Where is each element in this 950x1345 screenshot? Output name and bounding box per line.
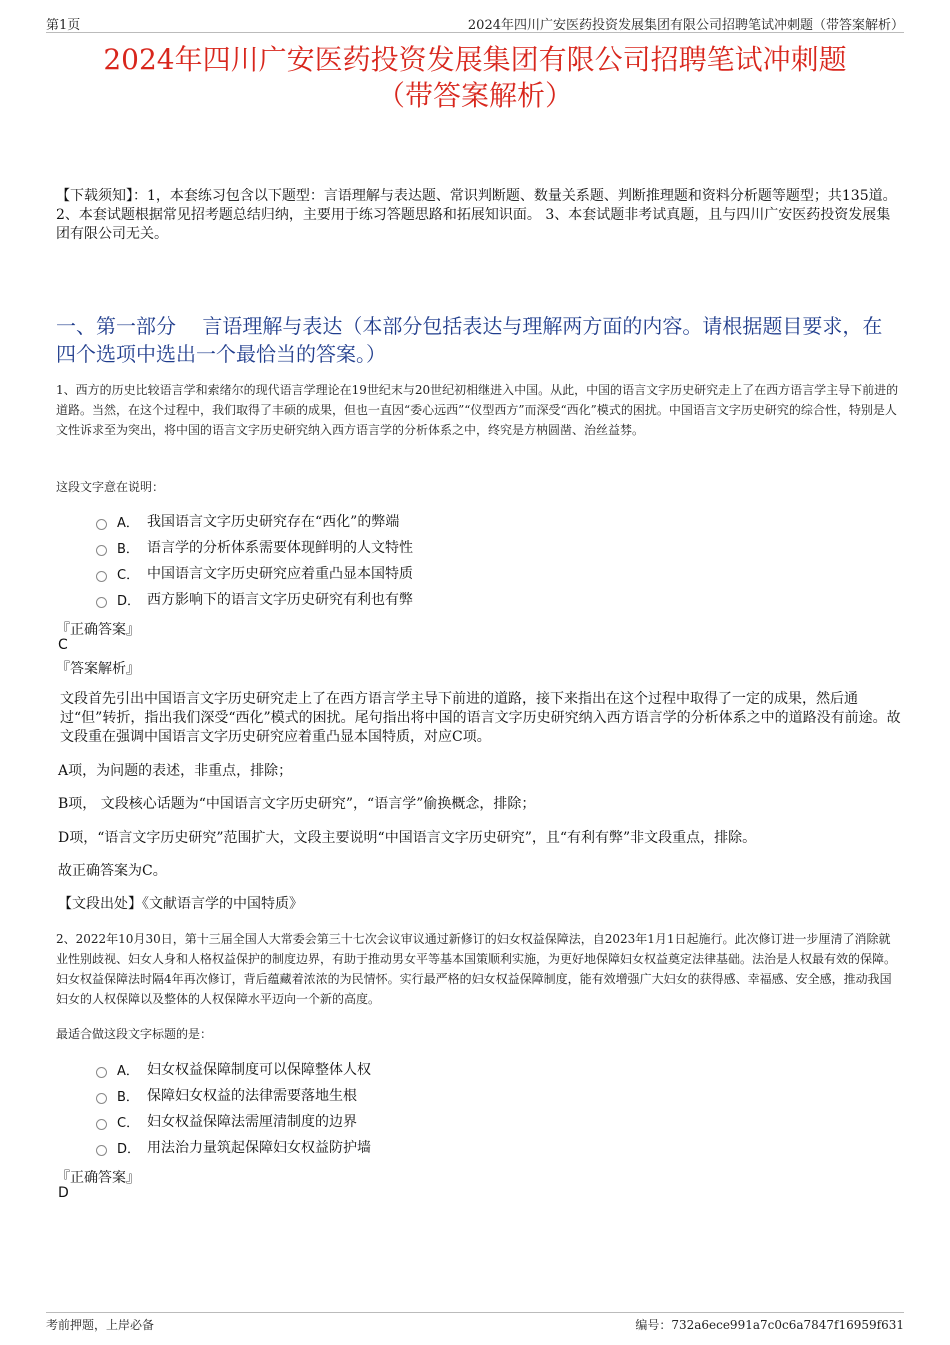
option-key: D．	[117, 1141, 141, 1157]
radio-icon[interactable]	[96, 1119, 107, 1130]
question-1-prompt: 这段文字意在说明：	[56, 480, 165, 494]
option-text: 保障妇女权益的法律需要落地生根	[147, 1088, 357, 1104]
answer-value: C	[58, 637, 68, 653]
analysis-note-d: D项，“语言文字历史研究”范围扩大，文段主要说明“中国语言文字历史研究”，且“有利有弊”非文段重点，排除。	[58, 830, 757, 846]
document-title	[30, 42, 920, 114]
option-c[interactable]	[96, 560, 413, 586]
option-text: 中国语言文字历史研究应着重凸显本国特质	[147, 566, 413, 582]
option-key: C．	[117, 1115, 140, 1131]
option-d[interactable]	[96, 1134, 371, 1160]
option-b[interactable]	[96, 534, 413, 560]
analysis-label: 『答案解析』	[56, 661, 140, 677]
analysis-text: 文段首先引出中国语言文字历史研究走上了在西方语言学主导下前进的道路，接下来指出在这个过程中取得了一定的成果，然后通过“但”转折，指出我们深受“西化”模式的困扰。尾句指出将中国的语言文字历史研究纳入西方语言学的分析体系之中的道路没有前途。故文段重在强调中国语言文字历史研究应着重凸显本国特质，对应C项。	[60, 691, 901, 745]
option-key: D．	[117, 593, 141, 609]
answer-label: 『正确答案』	[56, 622, 140, 638]
answer-label: 『正确答案』	[56, 1170, 140, 1186]
footer-slogan: 考前押题，上岸必备	[46, 1318, 155, 1332]
option-c[interactable]	[96, 1108, 371, 1134]
passage-source: 【文段出处】《文献语言学的中国特质》	[58, 896, 303, 912]
question-2-options	[96, 1056, 371, 1160]
radio-icon[interactable]	[96, 1067, 107, 1078]
title-line-1: 2024年四川广安医药投资发展集团有限公司招聘笔试冲刺题	[103, 43, 847, 76]
analysis-note-a: A项，为问题的表述，非重点，排除；	[58, 763, 293, 779]
analysis-conclusion: 故正确答案为C。	[58, 863, 167, 879]
option-key: B．	[117, 1089, 139, 1105]
page-footer	[46, 1312, 904, 1333]
option-a[interactable]	[96, 1056, 371, 1082]
analysis-note-b: B项， 文段核心话题为“中国语言文字历史研究”，“语言学”偷换概念，排除；	[58, 796, 536, 812]
option-d[interactable]	[96, 586, 413, 612]
title-line-2: （带答案解析）	[376, 79, 573, 112]
option-key: A．	[117, 515, 139, 531]
option-text: 我国语言文字历史研究存在“西化”的弊端	[147, 514, 400, 530]
radio-icon[interactable]	[96, 1145, 107, 1156]
question-2-stem: 2、2022年10月30日，第十三届全国人大常委会第三十七次会议审议通过新修订的妇女权益保障法，自2023年1月1日起施行。此次修订进一步厘清了消除就业性别歧视、妇女人身和人格权益保护的制度边界，有助于推动男女平等基本国策顺利实施，为更好地保障妇女权益奠定法律基础。法治是人权最有效的保障。妇女权益保障法时隔4年再次修订，背后蕴藏着浓浓的为民情怀。实行最严格的妇女权益保障制度，能有效增强广大妇女的获得感、幸福感、安全感，推动我国妇女的人权保障以及整体的人权保障水平迈向一个新的高度。	[56, 932, 897, 1006]
section-heading: 一、第一部分 言语理解与表达（本部分包括表达与理解两方面的内容。请根据题目要求，在四个选项中选出一个最恰当的答案。）	[56, 314, 883, 366]
option-text: 西方影响下的语言文字历史研究有利也有弊	[147, 592, 413, 608]
question-1-options	[96, 508, 413, 612]
page-header	[46, 12, 904, 33]
option-b[interactable]	[96, 1082, 371, 1108]
option-key: C．	[117, 567, 140, 583]
option-a[interactable]	[96, 508, 413, 534]
option-text: 妇女权益保障制度可以保障整体人权	[147, 1062, 371, 1078]
question-1-stem: 1、西方的历史比较语言学和索绪尔的现代语言学理论在19世纪末与20世纪初相继进入中国。从此，中国的语言文字历史研究走上了在西方语言学主导下前进的道路。当然，在这个过程中，我们取得了丰硕的成果，但也一直因“委心远西”“仪型西方”而深受“西化”模式的困扰。中国语言文字历史研究的综合性，特别是人文性诉求至为突出，将中国的语言文字历史研究纳入西方语言学的分析体系之中，终究是方枘圆凿、治丝益棼。	[56, 383, 899, 437]
radio-icon[interactable]	[96, 519, 107, 530]
download-notice: 【下载须知】：1，本套练习包含以下题型：言语理解与表达题、常识判断题、数量关系题、判断推理题和资料分析题等题型；共135道。 2、本套试题根据常见招考题总结归纳，主要用于练习答题思路和拓展知识面。 3、本套试题非考试真题，且与四川广安医药投资发展集团有限公司无关。	[56, 188, 897, 242]
document-id: 编号：732a6ece991a7c0c6a7847f16959f631	[635, 1318, 904, 1332]
page-number: 第1页	[46, 18, 81, 33]
option-text: 用法治力量筑起保障妇女权益防护墙	[147, 1140, 371, 1156]
option-text: 妇女权益保障法需厘清制度的边界	[147, 1114, 357, 1130]
radio-icon[interactable]	[96, 571, 107, 582]
radio-icon[interactable]	[96, 1093, 107, 1104]
option-text: 语言学的分析体系需要体现鲜明的人文特性	[147, 540, 413, 556]
header-doc-title: 2024年四川广安医药投资发展集团有限公司招聘笔试冲刺题（带答案解析）	[467, 18, 904, 33]
option-key: B．	[117, 541, 139, 557]
question-2-prompt: 最适合做这段文字标题的是：	[56, 1027, 213, 1041]
answer-value: D	[58, 1185, 69, 1201]
radio-icon[interactable]	[96, 597, 107, 608]
radio-icon[interactable]	[96, 545, 107, 556]
option-key: A．	[117, 1063, 139, 1079]
